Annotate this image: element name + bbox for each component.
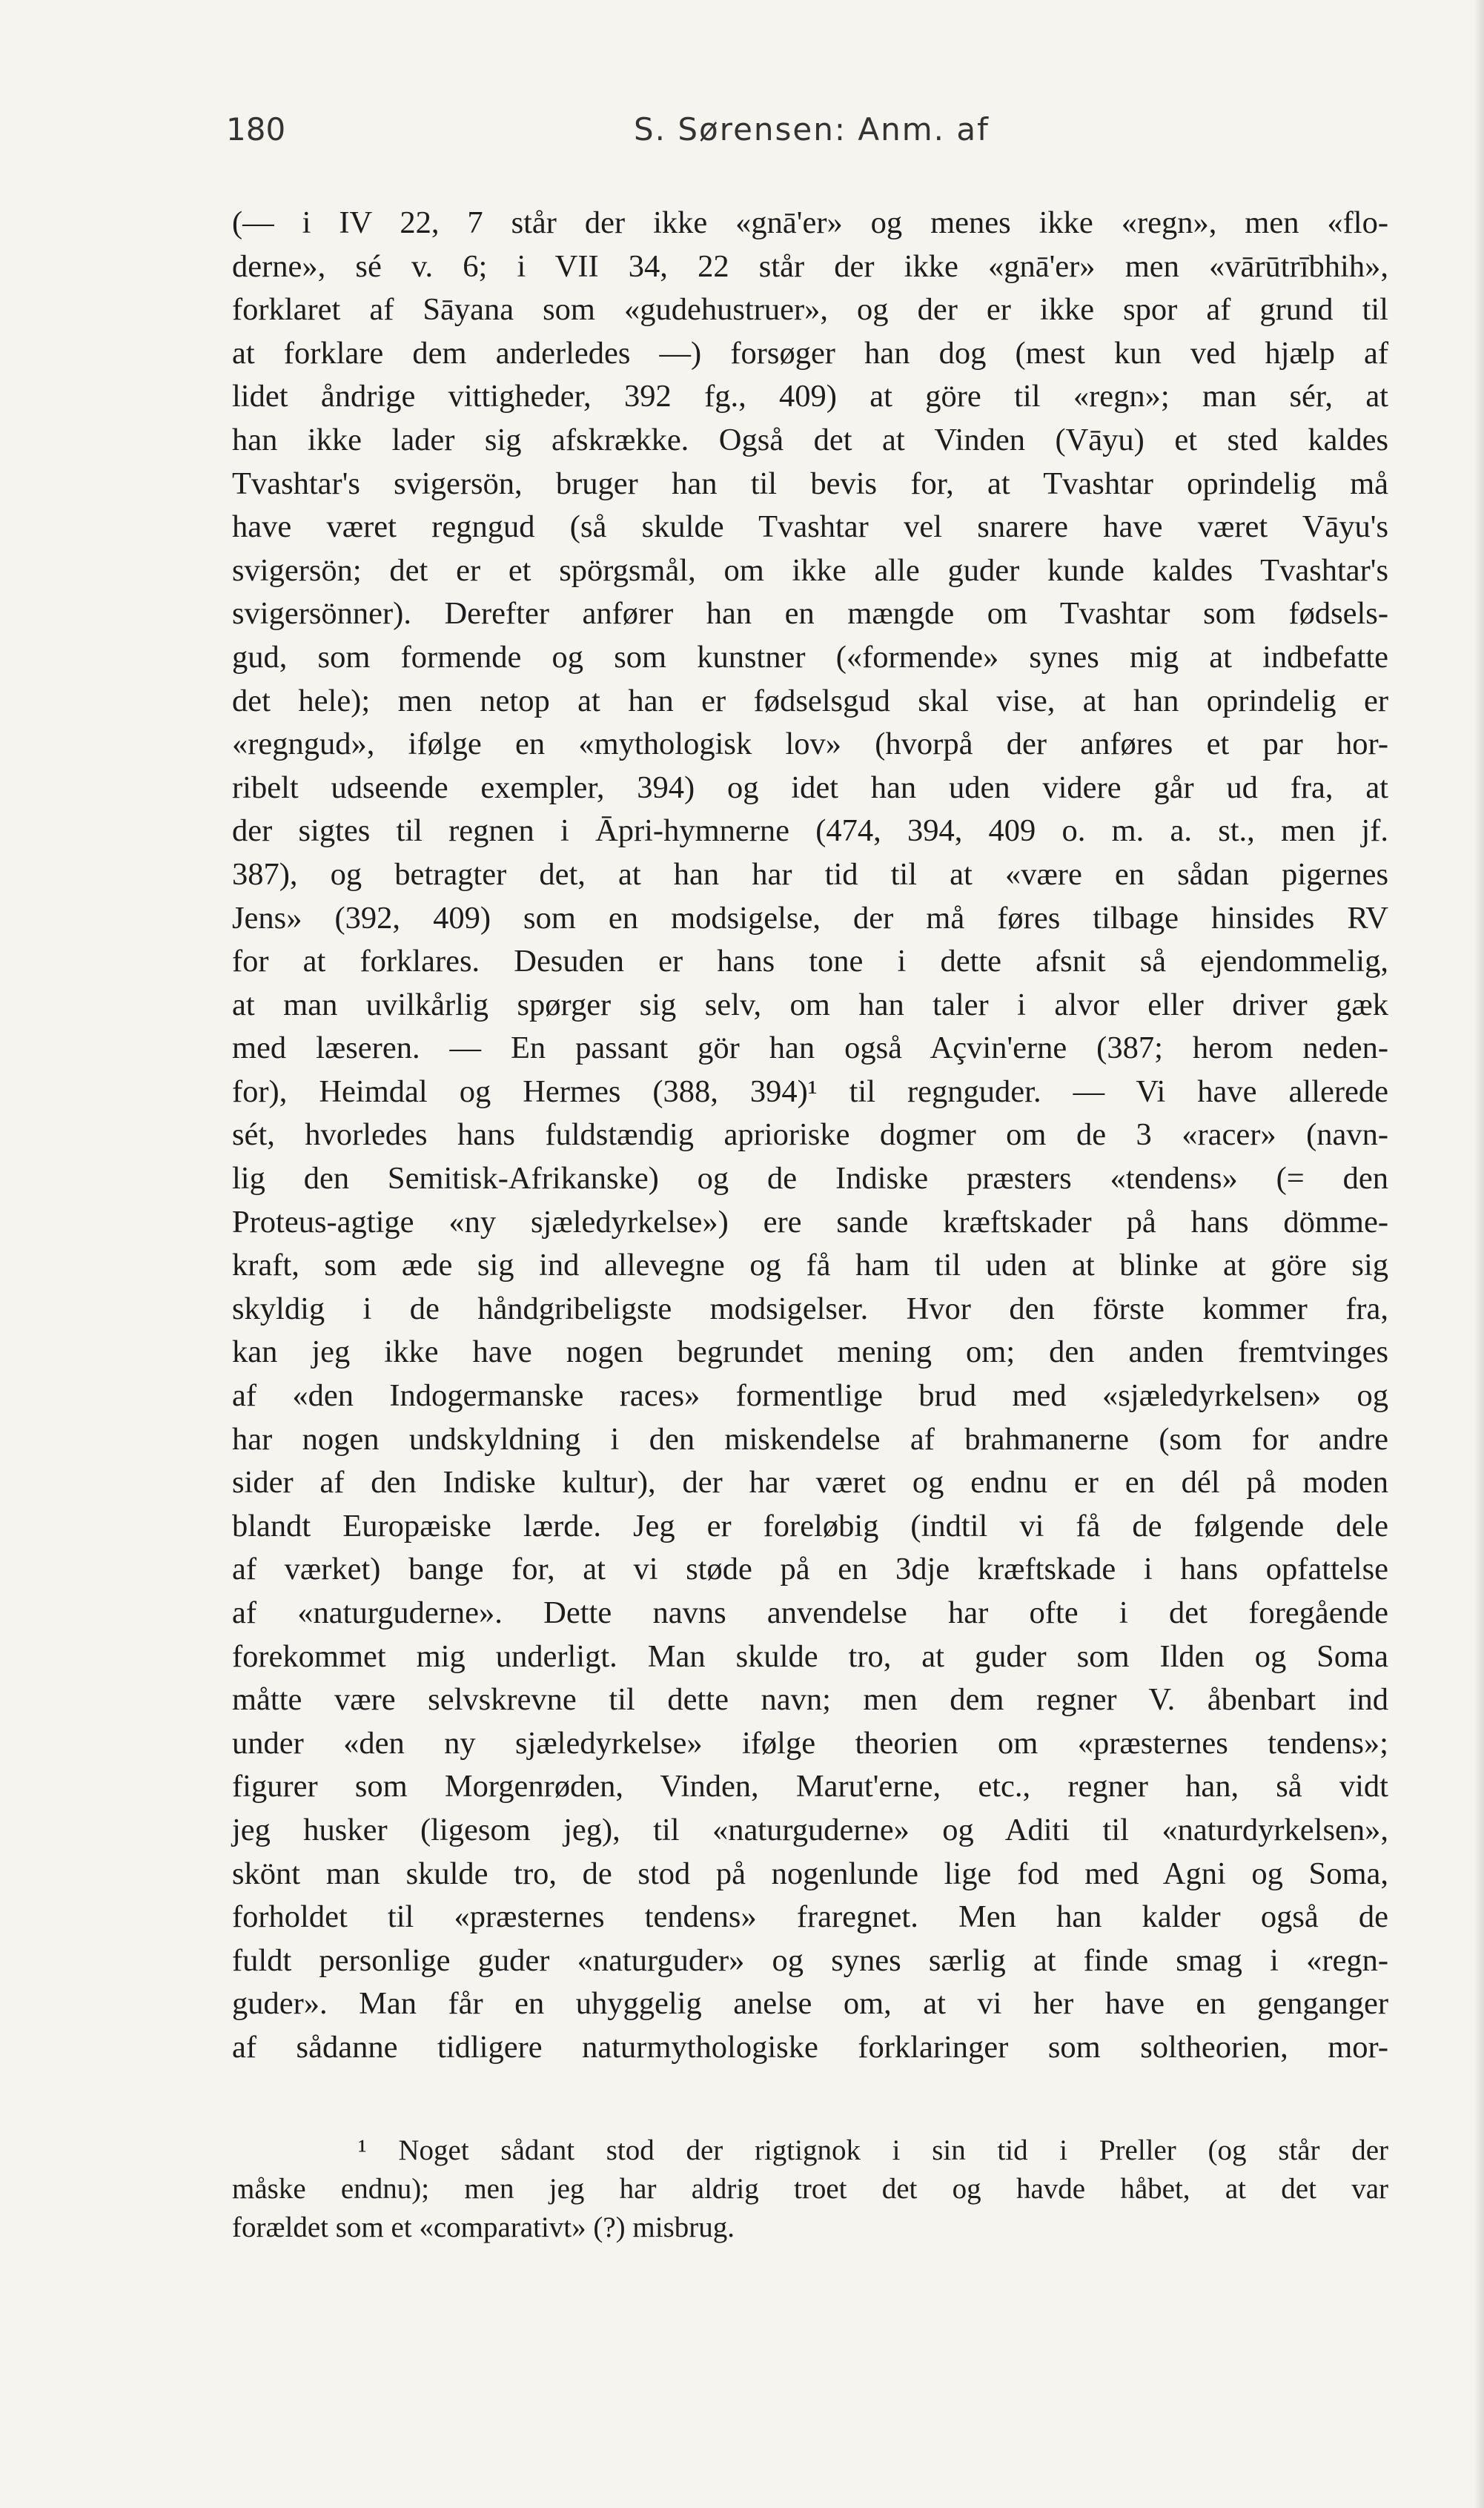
text-line: Tvashtar's svigersön, bruger han til bevis for, at Tvashtar oprindelig må (232, 466, 1388, 501)
text-line: «regngud», ifølge en «mythologisk lov» (hvorpå der anføres et par hor- (232, 727, 1388, 762)
text-line: for at forklares. Desuden er hans tone i dette afsnit så ejendommelig, (232, 944, 1388, 979)
text-line: blandt Europæiske lærde. Jeg er foreløbig (indtil vi få de følgende dele (232, 1508, 1388, 1543)
text-line: lidet åndrige vittigheder, 392 fg., 409) at göre til «regn»; man sér, at (232, 379, 1388, 414)
text-line: (— i IV 22, 7 står der ikke «gnā'er» og menes ikke «regn», men «flo- (232, 205, 1388, 240)
text-line: skyldig i de håndgribeligste modsigelser. Hvor den förste kommer fra, (232, 1291, 1388, 1326)
text-line: at man uvilkårlig spørger sig selv, om han taler i alvor eller driver gæk (232, 987, 1388, 1022)
text-line: 387), og betragter det, at han har tid til at «være en sådan pigernes (232, 856, 1388, 892)
text-line: forekommet mig underligt. Man skulde tro, at guder som Ilden og Soma (232, 1638, 1388, 1674)
text-line: med læseren. — En passant gör han også Açvin'erne (387; herom neden- (232, 1030, 1388, 1066)
text-line: under «den ny sjæledyrkelse» ifølge theorien om «præsternes tendens»; (232, 1725, 1388, 1761)
text-line: svigersön; det er et spörgsmål, om ikke alle guder kunde kaldes Tvashtar's (232, 552, 1388, 588)
text-line: måtte være selvskrevne til dette navn; men dem regner V. åbenbart ind (232, 1682, 1388, 1718)
text-line: kraft, som æde sig ind allevegne og få ham til uden at blinke at göre sig (232, 1248, 1388, 1283)
text-line: have været regngud (så skulde Tvashtar vel snarere have været Vāyu's (232, 509, 1388, 545)
footnote (232, 2131, 1388, 2247)
text-line: det hele); men netop at han er fødselsgud skal vise, at han oprindelig er (232, 683, 1388, 718)
text-line: sider af den Indiske kultur), der har været og endnu er en dél på moden (232, 1465, 1388, 1501)
text-line: guder». Man får en uhyggelig anelse om, at vi her have en genganger (232, 1986, 1388, 2022)
body-text (232, 202, 1388, 2070)
text-line: af værket) bange for, at vi støde på en 3dje kræftskade i hans opfattelse (232, 1552, 1388, 1587)
running-title: S. Sørensen: Anm. af (634, 111, 990, 148)
text-line: han ikke lader sig afskrække. Også det at Vinden (Vāyu) et sted kaldes (232, 422, 1388, 457)
text-line: af sådanne tidligere naturmythologiske forklaringer som soltheorien, mor- (232, 2029, 1388, 2065)
text-line: ribelt udseende exempler, 394) og idet han uden videre går ud fra, at (232, 770, 1388, 805)
page-edge (1474, 0, 1484, 2508)
text-line: kan jeg ikke have nogen begrundet mening om; den anden fremtvinges (232, 1334, 1388, 1370)
text-line: for), Heimdal og Hermes (388, 394)¹ til regnguder. — Vi have allerede (232, 1073, 1388, 1109)
text-line: forholdet til «præsternes tendens» fraregnet. Men han kalder også de (232, 1899, 1388, 1935)
text-line: gud, som formende og som kunstner («formende» synes mig at indbefatte (232, 639, 1388, 675)
text-line: har nogen undskyldning i den miskendelse af brahmanerne (som for andre (232, 1421, 1388, 1457)
text-line: forklaret af Sāyana som «gudehustruer», og der er ikke spor af grund til (232, 292, 1388, 328)
footnote-line: ¹ Noget sådant stod der rigtignok i sin tid i Preller (og står der (358, 2134, 1388, 2166)
footnote-line: forældet som et «comparativt» (?) misbrug. (232, 2211, 735, 2243)
text-line: lig den Semitisk-Afrikanske) og de Indiske præsters «tendens» (= den (232, 1161, 1388, 1197)
text-line: jeg husker (ligesom jeg), til «naturguderne» og Aditi til «naturdyrkelsen», (232, 1812, 1388, 1847)
text-line: der sigtes til regnen i Āpri-hymnerne (474, 394, 409 o. m. a. st., men jf. (232, 813, 1388, 849)
text-line: at forklare dem anderledes —) forsøger han dog (mest kun ved hjælp af (232, 335, 1388, 371)
text-line: af «naturguderne». Dette navns anvendelse har ofte i det foregående (232, 1595, 1388, 1630)
text-line: svigersönner). Derefter anfører han en mængde om Tvashtar som fødsels- (232, 596, 1388, 632)
text-line: skönt man skulde tro, de stod på nogenlunde lige fod med Agni og Soma, (232, 1856, 1388, 1891)
footnote-line: måske endnu); men jeg har aldrig troet det og havde håbet, at det var (232, 2173, 1388, 2205)
text-line: fuldt personlige guder «naturguder» og synes særlig at finde smag i «regn- (232, 1942, 1388, 1978)
text-line: figurer som Morgenrøden, Vinden, Marut'erne, etc., regner han, så vidt (232, 1769, 1388, 1804)
text-line: af «den Indogermanske races» formentlige brud med «sjæledyrkelsen» og (232, 1378, 1388, 1414)
running-header (226, 111, 1412, 163)
text-line: derne», sé v. 6; i VII 34, 22 står der ikke «gnā'er» men «vārūtrībhih», (232, 248, 1388, 284)
text-line: Jens» (392, 409) som en modsigelse, der må føres tilbage hinsides RV (232, 900, 1388, 936)
page-number: 180 (226, 111, 286, 148)
text-line: sét, hvorledes hans fuldstændig aprioriske dogmer om de 3 «racer» (navn- (232, 1117, 1388, 1153)
text-line: Proteus-agtige «ny sjæledyrkelse») ere sande kræftskader på hans dömme- (232, 1204, 1388, 1240)
